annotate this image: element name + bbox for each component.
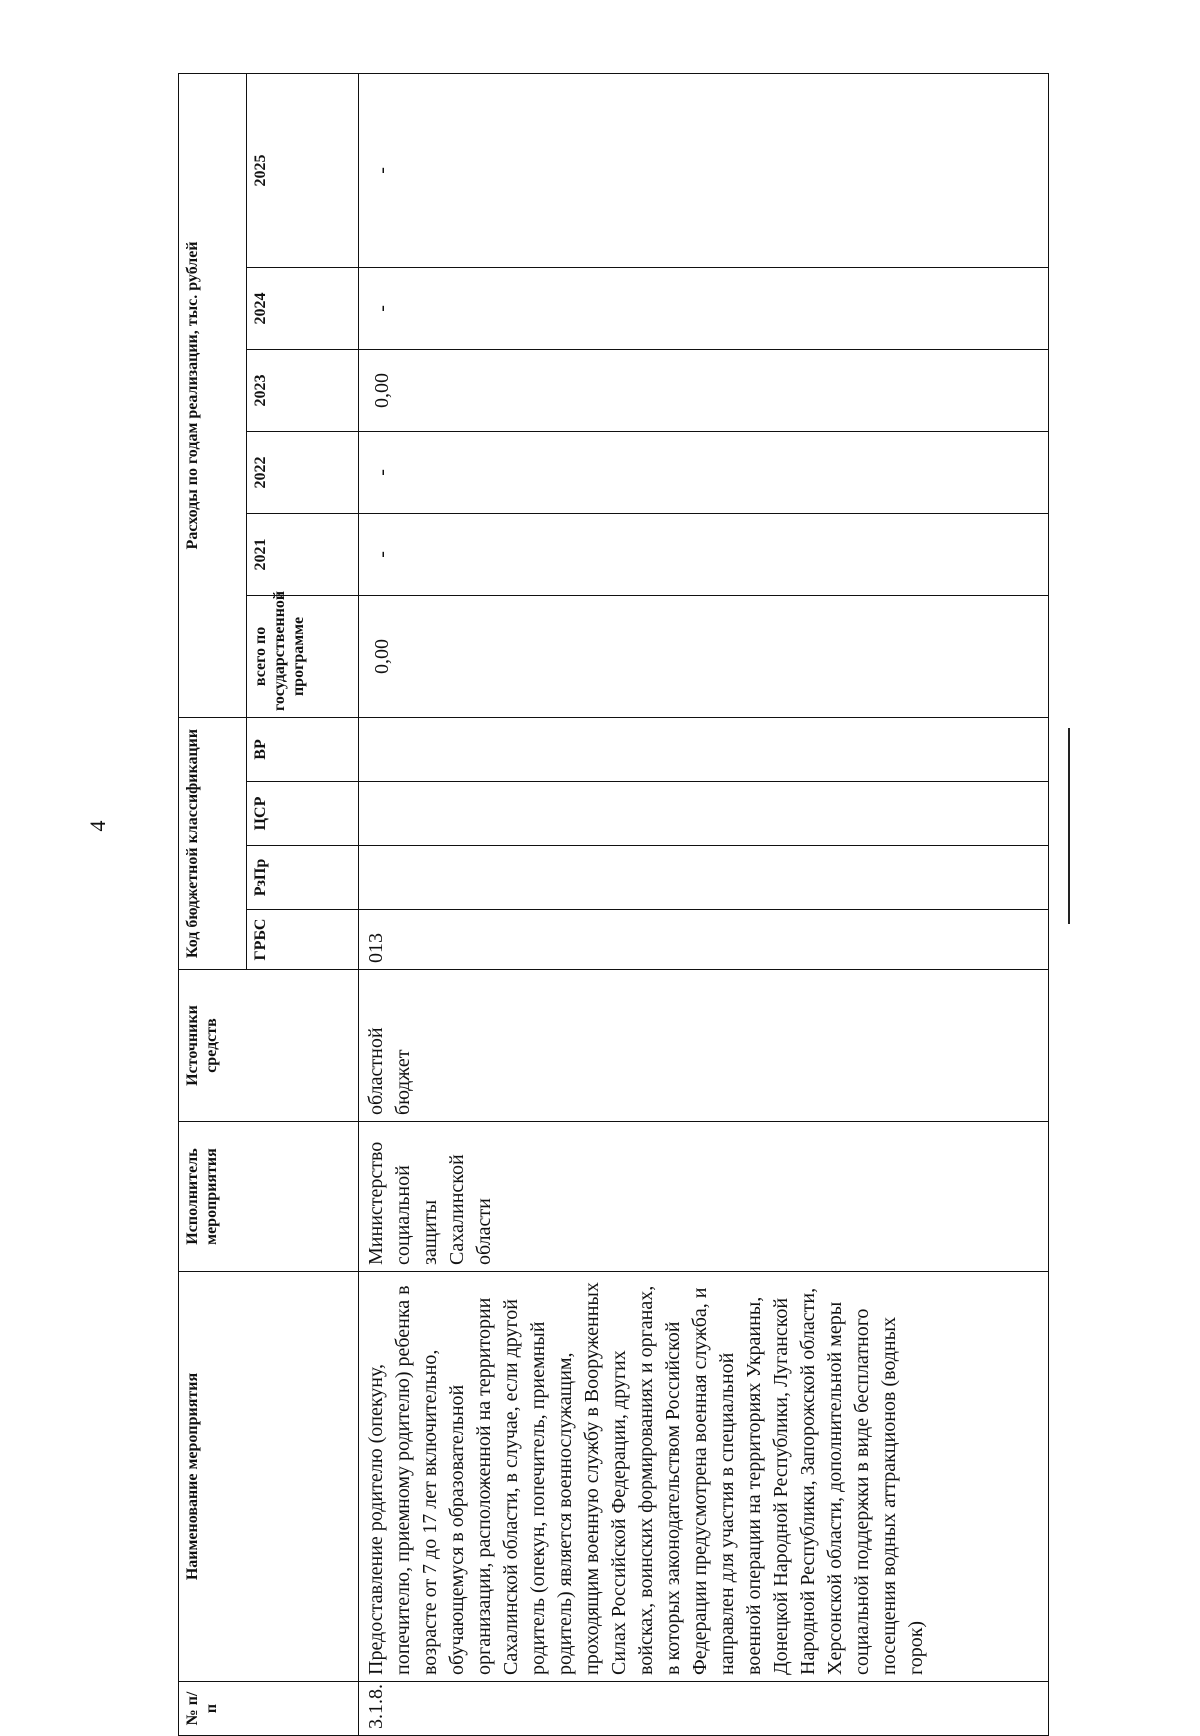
header-year-2021: 2021 xyxy=(247,513,359,595)
row-vr xyxy=(359,717,1049,781)
header-sources: Источники средств xyxy=(179,970,359,1122)
row-rzpr xyxy=(359,846,1049,910)
row-year-2021: - xyxy=(359,513,1049,595)
table-rotation-frame xyxy=(178,74,1048,1736)
row-number: 3.1.8. xyxy=(359,1682,1049,1736)
row-sources: областной бюджет xyxy=(359,970,1049,1122)
header-expenses: Расходы по годам реализации, тыс. рублей xyxy=(179,73,247,717)
header-grbs: ГРБС xyxy=(247,910,359,970)
header-csr: ЦСР xyxy=(247,782,359,846)
row-grbs: 013 xyxy=(359,910,1049,970)
header-year-2025: 2025 xyxy=(247,73,359,267)
row-name: Предоставление родителю (опекуну, попечителю, приемному родителю) ребенка в возрасте от 7 до 17 лет включительно, обучающемуся в образовательной организации, расположенной на территории Сахалинской области, в случае, если другой родитель (опекун, попечитель, приемный родитель) является военнослужащим, проходящим военную службу в Вооруженных Силах Российской Федерации, других войсках, воинских формированиях и органах, в которых законодательством Российской Федерации предусмотрена военная служба, и направлен для участия в специальной военной операции на территориях Украины, Донецкой Народной Республики, Луганской Народной Республики, Запорожской области, Херсонской области, дополнительной меры социальной поддержки в виде бесплатного посещения водных аттракционов (водных горок) xyxy=(359,1272,1049,1682)
row-csr xyxy=(359,782,1049,846)
row-year-2022: - xyxy=(359,431,1049,513)
margin-rule xyxy=(1068,728,1070,924)
page-number: 4 xyxy=(85,820,110,832)
table-row xyxy=(359,73,1049,1735)
row-year-2024: - xyxy=(359,267,1049,349)
header-vr: ВР xyxy=(247,717,359,781)
header-rzpr: РзПр xyxy=(247,846,359,910)
header-executor: Исполнитель мероприятия xyxy=(179,1122,359,1272)
row-executor: Министерство социальной защиты Сахалинской области xyxy=(359,1122,1049,1272)
table-container xyxy=(178,74,1048,1736)
expenses-table xyxy=(178,73,1049,1736)
header-year-2022: 2022 xyxy=(247,431,359,513)
header-budget-code: Код бюджетной классификации xyxy=(179,717,247,969)
row-year-2025: - xyxy=(359,73,1049,267)
header-name: Наименование мероприятия xyxy=(179,1272,359,1682)
header-number: № п/п xyxy=(179,1682,359,1736)
header-total: всего по государственной программе xyxy=(247,595,359,717)
row-year-2023: 0,00 xyxy=(359,349,1049,431)
header-year-2023: 2023 xyxy=(247,349,359,431)
header-year-2024: 2024 xyxy=(247,267,359,349)
row-total: 0,00 xyxy=(359,595,1049,717)
